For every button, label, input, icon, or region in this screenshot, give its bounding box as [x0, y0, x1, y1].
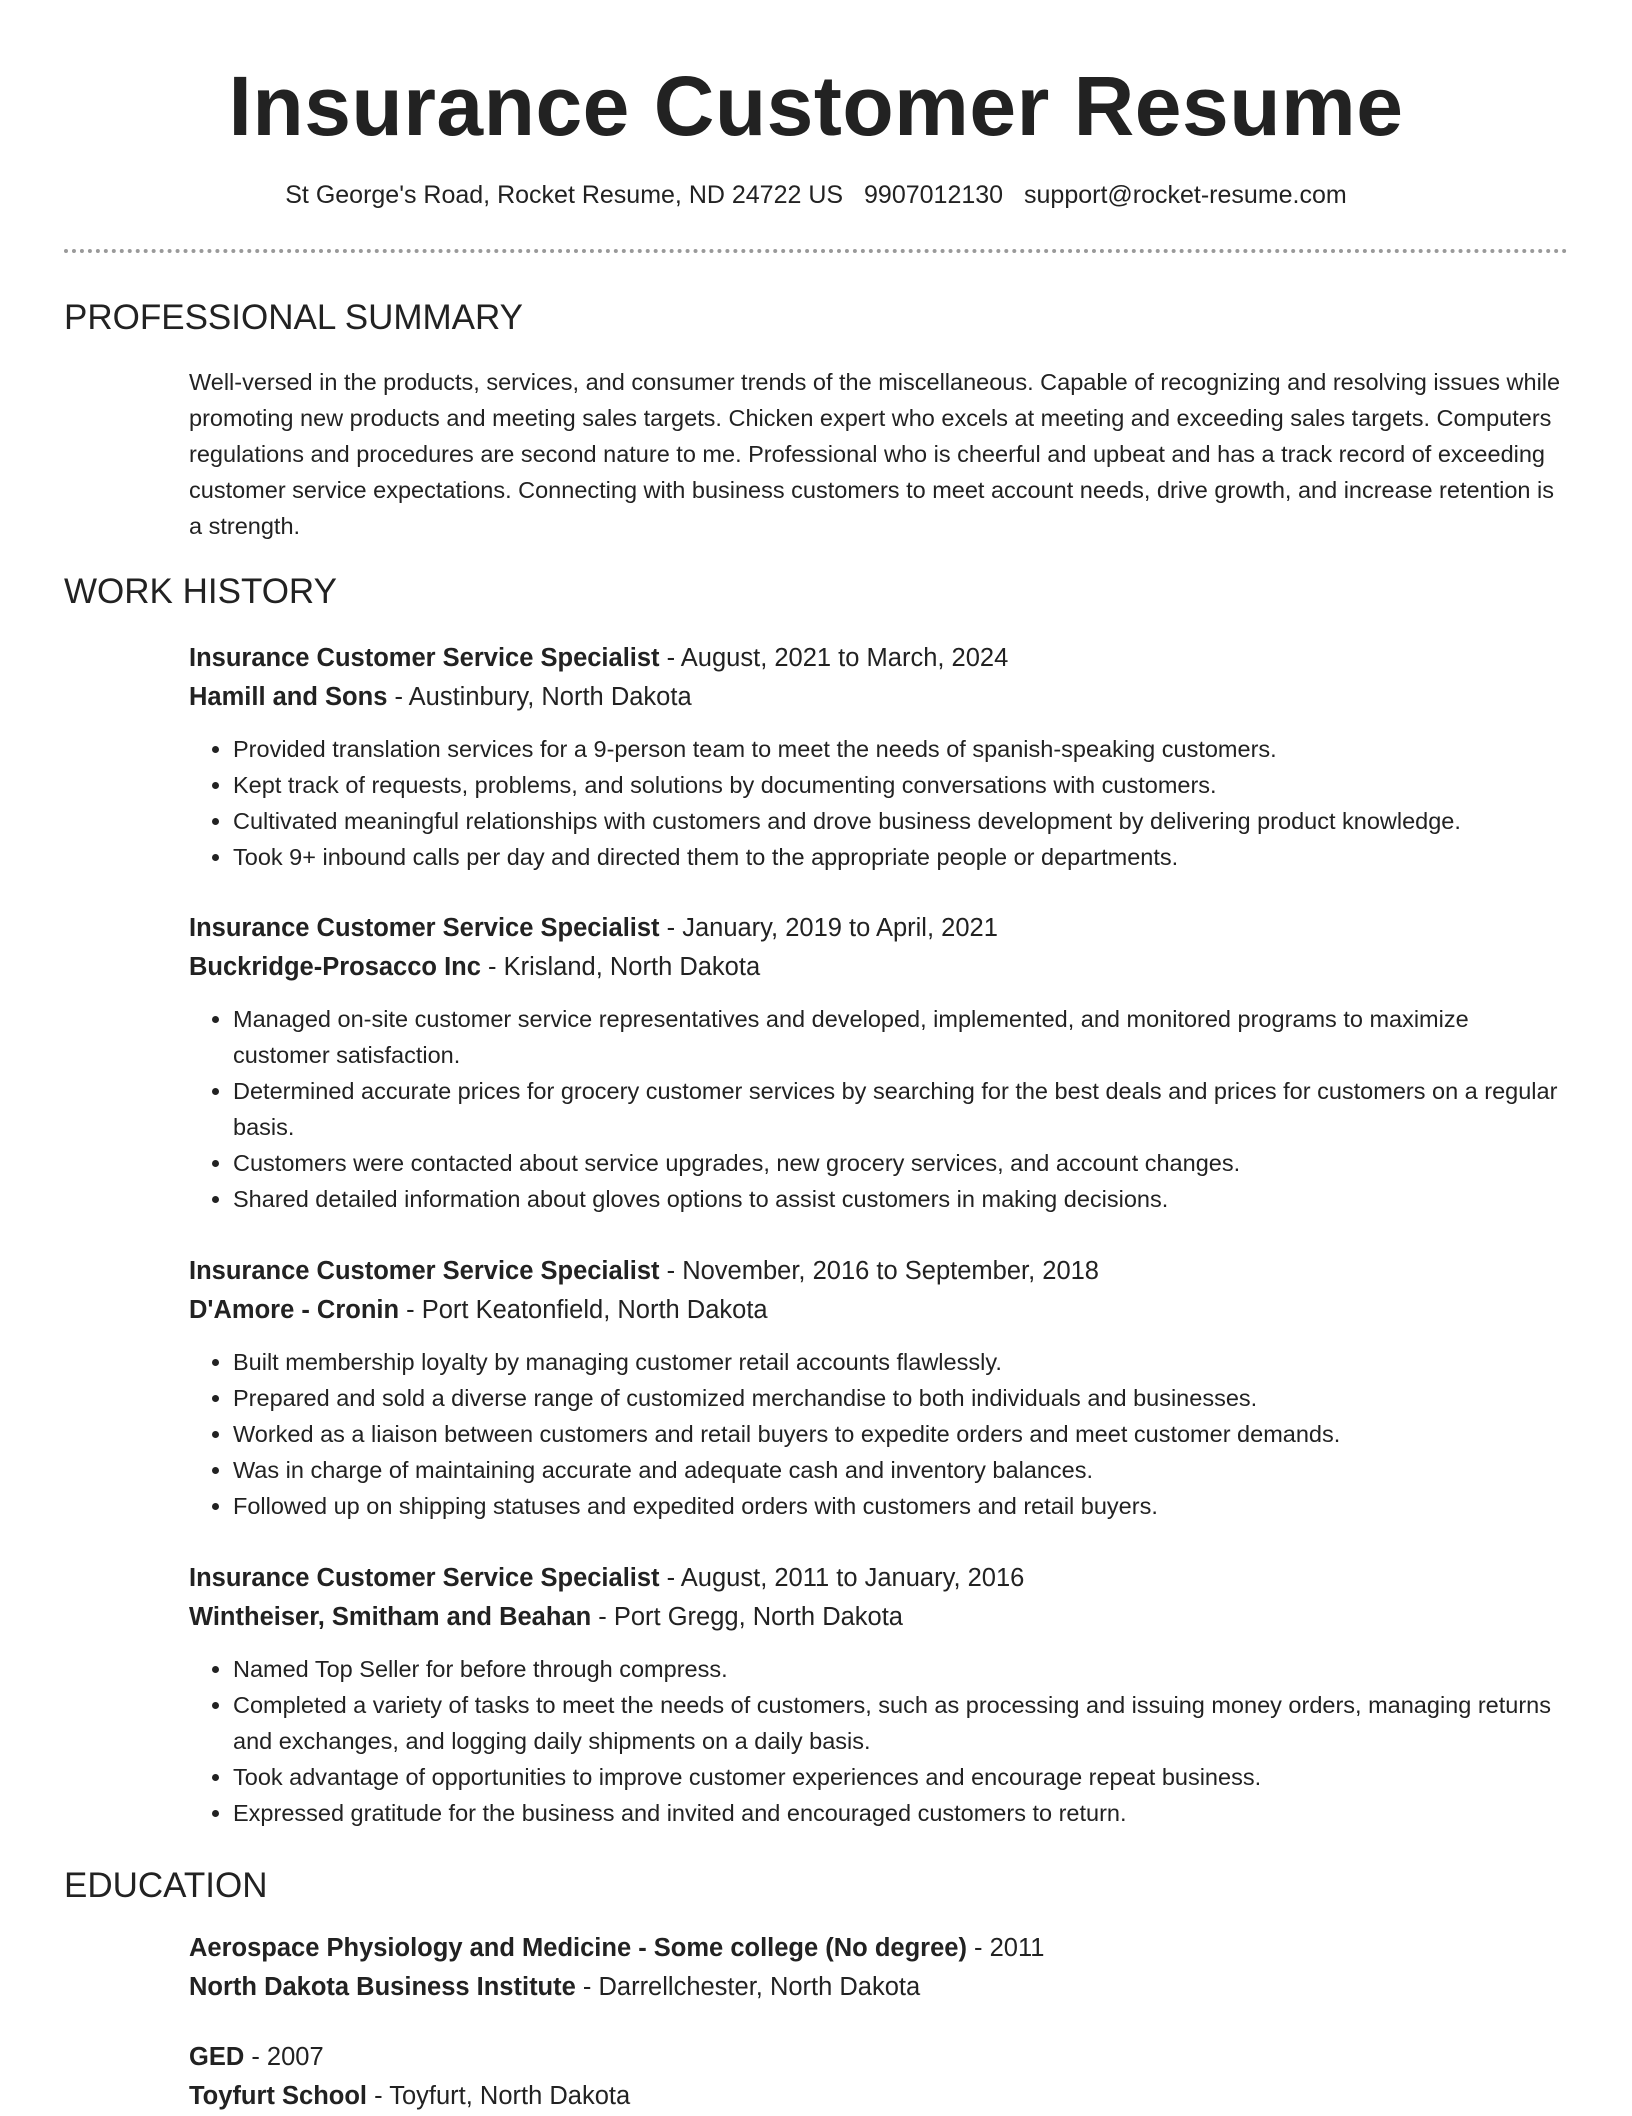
contact-address: St George's Road, Rocket Resume, ND 24722 US — [285, 181, 844, 209]
job-entry — [189, 639, 1569, 875]
job-company: D'Amore - Cronin — [189, 1296, 400, 1324]
job-entry — [189, 1252, 1569, 1524]
education-entry — [189, 2038, 1569, 2116]
job-company: Wintheiser, Smitham and Beahan — [189, 1603, 592, 1631]
job-bullet: • Prepared and sold a diverse range of customized merchandise to both individuals and businesses. — [233, 1380, 1569, 1416]
education-degree-line — [189, 1929, 1569, 1968]
resume-title: Insurance Customer Resume — [228, 59, 1404, 153]
job-bullet: • Took advantage of opportunities to improve customer experiences and encourage repeat business. — [233, 1759, 1569, 1795]
job-bullets — [189, 731, 1569, 875]
job-title-line — [189, 639, 1569, 678]
education-school: Toyfurt School — [189, 2082, 368, 2110]
job-bullet: • Customers were contacted about service upgrades, new grocery services, and account changes. — [233, 1145, 1569, 1181]
education-location: - Toyfurt, North Dakota — [367, 2082, 631, 2110]
education-degree: Aerospace Physiology and Medicine - Some college (No degree) — [189, 1934, 967, 1962]
job-title-line — [189, 1252, 1569, 1291]
job-bullet: • Expressed gratitude for the business and invited and encouraged customers to return. — [233, 1795, 1569, 1831]
education-degree-line — [189, 2038, 1569, 2077]
job-role: Insurance Customer Service Specialist — [189, 1257, 660, 1285]
job-company: Buckridge-Prosacco Inc — [189, 953, 481, 981]
education-school-line — [189, 1968, 1569, 2007]
job-role: Insurance Customer Service Specialist — [189, 1564, 660, 1592]
header-divider — [64, 249, 1568, 253]
job-bullet: • Built membership loyalty by managing customer retail accounts flawlessly. — [233, 1344, 1569, 1380]
education-year: - 2011 — [966, 1934, 1045, 1962]
job-bullet: • Determined accurate prices for grocery customer services by searching for the best deals and prices for customers on a regular basis. — [233, 1073, 1569, 1145]
job-dates: - August, 2021 to March, 2024 — [659, 644, 1009, 672]
job-bullet: • Managed on-site customer service representatives and developed, implemented, and monitored programs to maximize customer satisfaction. — [233, 1001, 1569, 1073]
job-bullet: • Completed a variety of tasks to meet the needs of customers, such as processing and issuing money orders, managing returns and exchanges, and logging daily shipments on a daily basis. — [233, 1687, 1569, 1759]
section-title-summary: PROFESSIONAL SUMMARY — [64, 298, 523, 337]
job-dates: - January, 2019 to April, 2021 — [659, 914, 998, 942]
job-bullet: • Followed up on shipping statuses and expedited orders with customers and retail buyers. — [233, 1488, 1569, 1524]
summary-text: Well-versed in the products, services, and consumer trends of the miscellaneous. Capable of recognizing and resolving issues while promoting new products and meeting sales targets. Chicken expert who excels at meeting and exceeding sales targets. Computers regulations and procedures are second nature to me. Professional who is cheerful and upbeat and has a track record of exceeding customer service expectations. Connecting with business customers to meet account needs, drive growth, and increase retention is a strength. — [189, 369, 1561, 539]
job-bullets — [189, 1651, 1569, 1831]
contact-line — [0, 181, 1632, 210]
education-school-line — [189, 2077, 1569, 2116]
job-location: - Austinbury, North Dakota — [387, 683, 692, 711]
job-bullet: • Provided translation services for a 9-person team to meet the needs of spanish-speaking customers. — [233, 731, 1569, 767]
job-bullet: • Named Top Seller for before through compress. — [233, 1651, 1569, 1687]
section-title-education: EDUCATION — [64, 1866, 268, 1905]
job-location: - Port Gregg, North Dakota — [591, 1603, 903, 1631]
job-bullets — [189, 1001, 1569, 1217]
job-location: - Port Keatonfield, North Dakota — [399, 1296, 768, 1324]
contact-email[interactable]: support@rocket-resume.com — [1024, 181, 1347, 209]
job-location: - Krisland, North Dakota — [480, 953, 761, 981]
job-title-line — [189, 909, 1569, 948]
job-company-line — [189, 948, 1569, 987]
job-bullet: • Cultivated meaningful relationships with customers and drove business development by delivering product knowledge. — [233, 803, 1569, 839]
job-entry — [189, 909, 1569, 1217]
education-location: - Darrellchester, North Dakota — [575, 1973, 921, 2001]
job-company-line — [189, 1291, 1569, 1330]
job-bullet: • Worked as a liaison between customers and retail buyers to expedite orders and meet customer demands. — [233, 1416, 1569, 1452]
job-company: Hamill and Sons — [189, 683, 388, 711]
job-company-line — [189, 678, 1569, 717]
job-bullet: • Shared detailed information about gloves options to assist customers in making decisions. — [233, 1181, 1569, 1217]
job-role: Insurance Customer Service Specialist — [189, 644, 660, 672]
job-bullet: • Was in charge of maintaining accurate and adequate cash and inventory balances. — [233, 1452, 1569, 1488]
job-bullet: • Took 9+ inbound calls per day and directed them to the appropriate people or departments. — [233, 839, 1569, 875]
job-entry — [189, 1559, 1569, 1831]
job-bullets — [189, 1344, 1569, 1524]
education-school: North Dakota Business Institute — [189, 1973, 576, 2001]
job-role: Insurance Customer Service Specialist — [189, 914, 660, 942]
education-degree: GED — [189, 2043, 245, 2071]
job-dates: - August, 2011 to January, 2016 — [659, 1564, 1025, 1592]
job-dates: - November, 2016 to September, 2018 — [659, 1257, 1099, 1285]
job-bullet: • Kept track of requests, problems, and solutions by documenting conversations with customers. — [233, 767, 1569, 803]
education-entry — [189, 1929, 1569, 2007]
job-company-line — [189, 1598, 1569, 1637]
job-title-line — [189, 1559, 1569, 1598]
contact-phone: 9907012130 — [864, 181, 1004, 209]
section-title-work-history: WORK HISTORY — [64, 572, 337, 611]
education-year: - 2007 — [244, 2043, 324, 2071]
